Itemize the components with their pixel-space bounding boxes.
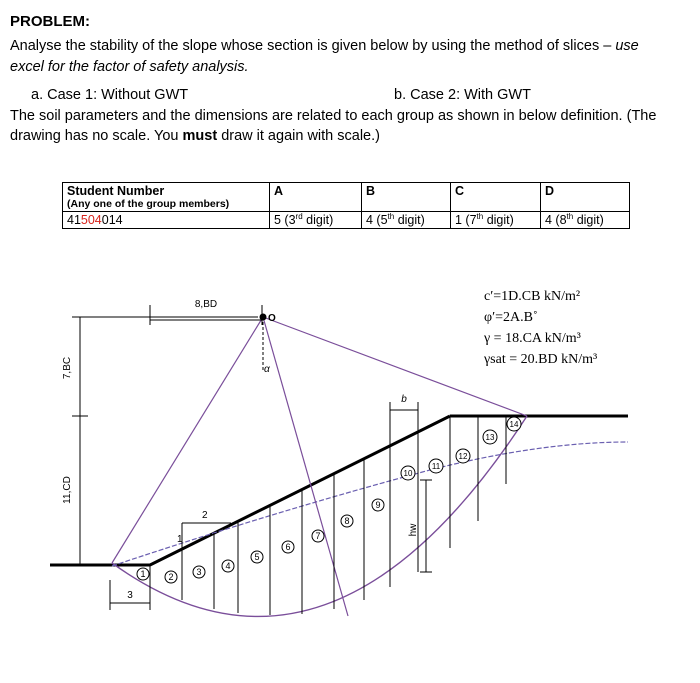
slice-label: 1 [140, 569, 146, 579]
intro-line-2: excel for the factor of safety analysis. [10, 59, 249, 75]
col-a-sup: rd [295, 211, 303, 221]
student-number-header: Student Number [67, 184, 165, 198]
slice-label: 12 [458, 452, 468, 461]
col-d-tail: digit) [573, 213, 604, 227]
soil-parameters [483, 289, 597, 367]
col-c-header: C [451, 183, 541, 212]
col-c-sup: th [476, 211, 484, 221]
col-c-tail: digit) [483, 213, 514, 227]
param-friction-angle: φ′=2A.B˚ [484, 310, 538, 325]
student-number-red-part: 504 [80, 213, 102, 227]
col-d-digit: 4 (8 [545, 213, 567, 227]
slice-label: 4 [225, 561, 231, 571]
slice-label: 13 [485, 433, 495, 442]
ground-profile [50, 416, 628, 565]
slice-label: 10 [403, 469, 413, 478]
case-1-label: a. Case 1: Without GWT [31, 87, 189, 103]
slice-number-circles [137, 417, 521, 583]
slope-ratio-2: 2 [202, 510, 208, 521]
col-a-header: A [270, 183, 362, 212]
case-2-label: b. Case 2: With GWT [394, 87, 531, 103]
param-saturated-unit-weight: γsat = 20.BD kN/m³ [484, 352, 598, 367]
param-cohesion: c′=1D.CB kN/m² [484, 289, 581, 304]
slice-number-labels [140, 420, 519, 582]
col-b-header: B [362, 183, 451, 212]
top-dimension-label: 8,BD [194, 299, 218, 310]
slice-label: 2 [168, 572, 174, 582]
slice-label: 6 [285, 542, 291, 552]
alpha-label: α [264, 364, 270, 375]
left-dimension-lower: 11,CD [62, 476, 73, 504]
hw-label: hw [408, 523, 419, 537]
slice-label: 8 [344, 516, 350, 526]
radius-lines [112, 317, 527, 616]
slice-label: 3 [196, 567, 202, 577]
slice-label: 9 [375, 500, 381, 510]
params-text-a: drawing has no scale. You [10, 128, 183, 144]
col-d-sup: th [566, 211, 574, 221]
col-d-header: D [541, 183, 630, 212]
groundwater-line [112, 442, 628, 566]
col-b-sup: th [387, 211, 395, 221]
params-text-b: draw it again with scale.) [217, 128, 380, 144]
bottom-dimension-label: 3 [127, 590, 133, 601]
col-b-tail: digit) [394, 213, 425, 227]
student-number-subheader: (Any one of the group members) [67, 198, 230, 210]
problem-title: PROBLEM: [10, 13, 90, 30]
slice-label: 11 [431, 462, 441, 471]
col-a-tail: digit) [302, 213, 334, 227]
centre-point [260, 314, 267, 321]
student-number-part-1: 41 [67, 213, 81, 227]
params-must: must [182, 128, 218, 144]
hw-dimension [420, 480, 432, 572]
centre-label: O [268, 313, 276, 324]
slice-width-label: b [401, 394, 407, 405]
slice-label: 7 [315, 531, 321, 541]
student-number-part-2: 014 [101, 213, 123, 227]
col-a-digit: 5 (3 [274, 213, 296, 227]
col-b-digit: 4 (5 [366, 213, 388, 227]
col-c-digit: 1 (7 [455, 213, 477, 227]
slice-label: 5 [254, 552, 260, 562]
intro-italic: use [615, 38, 639, 54]
params-line-1: The soil parameters and the dimensions are related to each group as shown in below definition. (The [10, 108, 657, 124]
slice-label: 14 [509, 420, 519, 429]
param-unit-weight: γ = 18.CA kN/m³ [484, 331, 581, 346]
slope-ratio-1: 1 [177, 534, 183, 545]
left-dimension-upper: 7,BC [62, 356, 73, 380]
intro-text: Analyse the stability of the slope whose section is given below by using the method of slices – [10, 38, 616, 54]
